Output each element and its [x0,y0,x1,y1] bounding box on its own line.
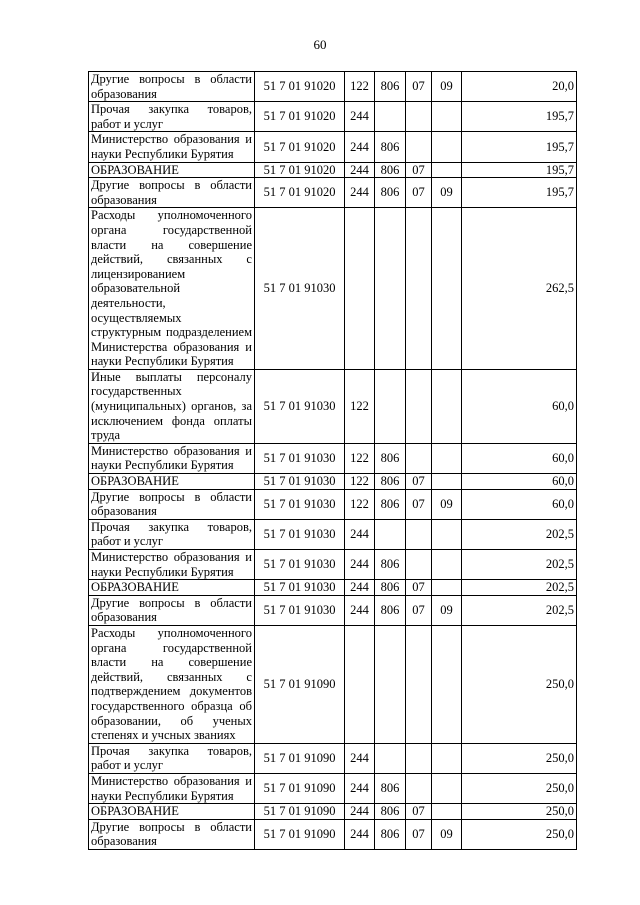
item-name-cell: Министерство образования и науки Республики Бурятия [89,773,255,803]
subsection-cell [432,102,462,132]
table-row [89,550,577,580]
expense-type-cell: 244 [345,519,375,549]
amount-cell: 250,0 [462,819,577,849]
item-name-cell: Иные выплаты персоналу государственных (муниципальных) органов, за исключением фонда оплаты труда [89,369,255,443]
section-cell [406,773,432,803]
table-row [89,178,577,208]
amount-cell: 195,7 [462,102,577,132]
subsection-cell [432,369,462,443]
subsection-cell [432,550,462,580]
expense-type-cell: 244 [345,743,375,773]
amount-cell: 250,0 [462,625,577,743]
target-article-cell: 51 7 01 91030 [255,550,345,580]
subsection-cell: 09 [432,819,462,849]
expense-type-cell: 244 [345,178,375,208]
section-cell [406,102,432,132]
target-article-cell: 51 7 01 91030 [255,580,345,596]
table-row [89,443,577,473]
expense-type-cell: 244 [345,804,375,820]
expense-type-cell: 244 [345,580,375,596]
item-name-cell: Прочая закупка товаров, работ и услуг [89,519,255,549]
budget-table-body [89,72,577,850]
expense-type-cell: 122 [345,443,375,473]
section-cell: 07 [406,580,432,596]
target-article-cell: 51 7 01 91020 [255,162,345,178]
expense-type-cell: 122 [345,369,375,443]
item-name-cell: Прочая закупка товаров, работ и услуг [89,102,255,132]
ministry-code-cell [375,625,406,743]
target-article-cell: 51 7 01 91020 [255,178,345,208]
section-cell: 07 [406,474,432,490]
amount-cell: 60,0 [462,443,577,473]
subsection-cell [432,580,462,596]
ministry-code-cell [375,519,406,549]
item-name-cell: Прочая закупка товаров, работ и услуг [89,743,255,773]
table-row [89,773,577,803]
page-number: 60 [313,37,327,52]
expense-type-cell: 122 [345,72,375,102]
item-name-cell: ОБРАЗОВАНИЕ [89,580,255,596]
item-name-cell: ОБРАЗОВАНИЕ [89,162,255,178]
item-name-cell: ОБРАЗОВАНИЕ [89,804,255,820]
amount-cell: 60,0 [462,489,577,519]
item-name-cell: Другие вопросы в области образования [89,72,255,102]
subsection-cell [432,474,462,490]
target-article-cell: 51 7 01 91030 [255,489,345,519]
section-cell [406,743,432,773]
table-row [89,580,577,596]
ministry-code-cell: 806 [375,489,406,519]
subsection-cell: 09 [432,72,462,102]
ministry-code-cell [375,102,406,132]
subsection-cell: 09 [432,489,462,519]
table-row [89,72,577,102]
target-article-cell: 51 7 01 91020 [255,102,345,132]
target-article-cell: 51 7 01 91090 [255,743,345,773]
subsection-cell [432,132,462,162]
amount-cell: 262,5 [462,208,577,370]
table-row [89,208,577,370]
expense-type-cell: 244 [345,132,375,162]
ministry-code-cell: 806 [375,595,406,625]
target-article-cell: 51 7 01 91090 [255,804,345,820]
item-name-cell: Расходы уполномоченного органа государственной власти на совершение действий, связанных с лицензированием образовательной деятельности, осуществляемых структурным подразделением Министерства образования и науки Республики Бурятия [89,208,255,370]
ministry-code-cell: 806 [375,178,406,208]
ministry-code-cell: 806 [375,474,406,490]
section-cell: 07 [406,72,432,102]
subsection-cell [432,519,462,549]
expense-type-cell: 244 [345,162,375,178]
item-name-cell: Расходы уполномоченного органа государственной власти на совершение действий, связанных с подтверждением документов государственного образца об образовании, об ученых степенях и учсных званиях [89,625,255,743]
section-cell [406,132,432,162]
section-cell [406,443,432,473]
amount-cell: 202,5 [462,519,577,549]
table-row [89,474,577,490]
table-row [89,519,577,549]
expense-type-cell: 122 [345,489,375,519]
expense-type-cell [345,625,375,743]
amount-cell: 20,0 [462,72,577,102]
target-article-cell: 51 7 01 91090 [255,625,345,743]
item-name-cell: Другие вопросы в области образования [89,819,255,849]
item-name-cell: Министерство образования и науки Республики Бурятия [89,132,255,162]
amount-cell: 202,5 [462,550,577,580]
target-article-cell: 51 7 01 91030 [255,443,345,473]
table-row [89,369,577,443]
target-article-cell: 51 7 01 91090 [255,773,345,803]
table-row [89,743,577,773]
section-cell: 07 [406,595,432,625]
target-article-cell: 51 7 01 91030 [255,519,345,549]
item-name-cell: Другие вопросы в области образования [89,178,255,208]
section-cell: 07 [406,489,432,519]
table-row [89,819,577,849]
table-row [89,804,577,820]
table-row [89,595,577,625]
amount-cell: 250,0 [462,743,577,773]
amount-cell: 195,7 [462,132,577,162]
target-article-cell: 51 7 01 91030 [255,208,345,370]
section-cell: 07 [406,162,432,178]
item-name-cell: Министерство образования и науки Республики Бурятия [89,443,255,473]
section-cell [406,208,432,370]
expense-type-cell: 122 [345,474,375,490]
expense-type-cell [345,208,375,370]
expense-type-cell: 244 [345,819,375,849]
ministry-code-cell: 806 [375,773,406,803]
ministry-code-cell [375,208,406,370]
subsection-cell: 09 [432,595,462,625]
section-cell [406,550,432,580]
subsection-cell [432,443,462,473]
expense-type-cell: 244 [345,550,375,580]
ministry-code-cell: 806 [375,162,406,178]
amount-cell: 250,0 [462,804,577,820]
ministry-code-cell: 806 [375,550,406,580]
table-row [89,625,577,743]
amount-cell: 60,0 [462,369,577,443]
amount-cell: 60,0 [462,474,577,490]
amount-cell: 250,0 [462,773,577,803]
ministry-code-cell: 806 [375,804,406,820]
subsection-cell [432,804,462,820]
section-cell [406,519,432,549]
amount-cell: 202,5 [462,595,577,625]
ministry-code-cell: 806 [375,72,406,102]
target-article-cell: 51 7 01 91030 [255,369,345,443]
target-article-cell: 51 7 01 91030 [255,474,345,490]
table-row [89,102,577,132]
subsection-cell [432,743,462,773]
item-name-cell: ОБРАЗОВАНИЕ [89,474,255,490]
ministry-code-cell: 806 [375,132,406,162]
item-name-cell: Другие вопросы в области образования [89,489,255,519]
section-cell: 07 [406,819,432,849]
ministry-code-cell: 806 [375,443,406,473]
ministry-code-cell: 806 [375,580,406,596]
subsection-cell [432,773,462,803]
section-cell [406,625,432,743]
item-name-cell: Министерство образования и науки Республики Бурятия [89,550,255,580]
expense-type-cell: 244 [345,773,375,803]
target-article-cell: 51 7 01 91020 [255,72,345,102]
target-article-cell: 51 7 01 91020 [255,132,345,162]
ministry-code-cell: 806 [375,819,406,849]
amount-cell: 195,7 [462,178,577,208]
target-article-cell: 51 7 01 91030 [255,595,345,625]
budget-table [88,71,577,850]
subsection-cell: 09 [432,178,462,208]
table-row [89,132,577,162]
ministry-code-cell [375,743,406,773]
expense-type-cell: 244 [345,102,375,132]
table-row [89,489,577,519]
item-name-cell: Другие вопросы в области образования [89,595,255,625]
ministry-code-cell [375,369,406,443]
table-row [89,162,577,178]
section-cell: 07 [406,178,432,208]
subsection-cell [432,625,462,743]
expense-type-cell: 244 [345,595,375,625]
subsection-cell [432,162,462,178]
amount-cell: 202,5 [462,580,577,596]
section-cell [406,369,432,443]
section-cell: 07 [406,804,432,820]
amount-cell: 195,7 [462,162,577,178]
subsection-cell [432,208,462,370]
target-article-cell: 51 7 01 91090 [255,819,345,849]
